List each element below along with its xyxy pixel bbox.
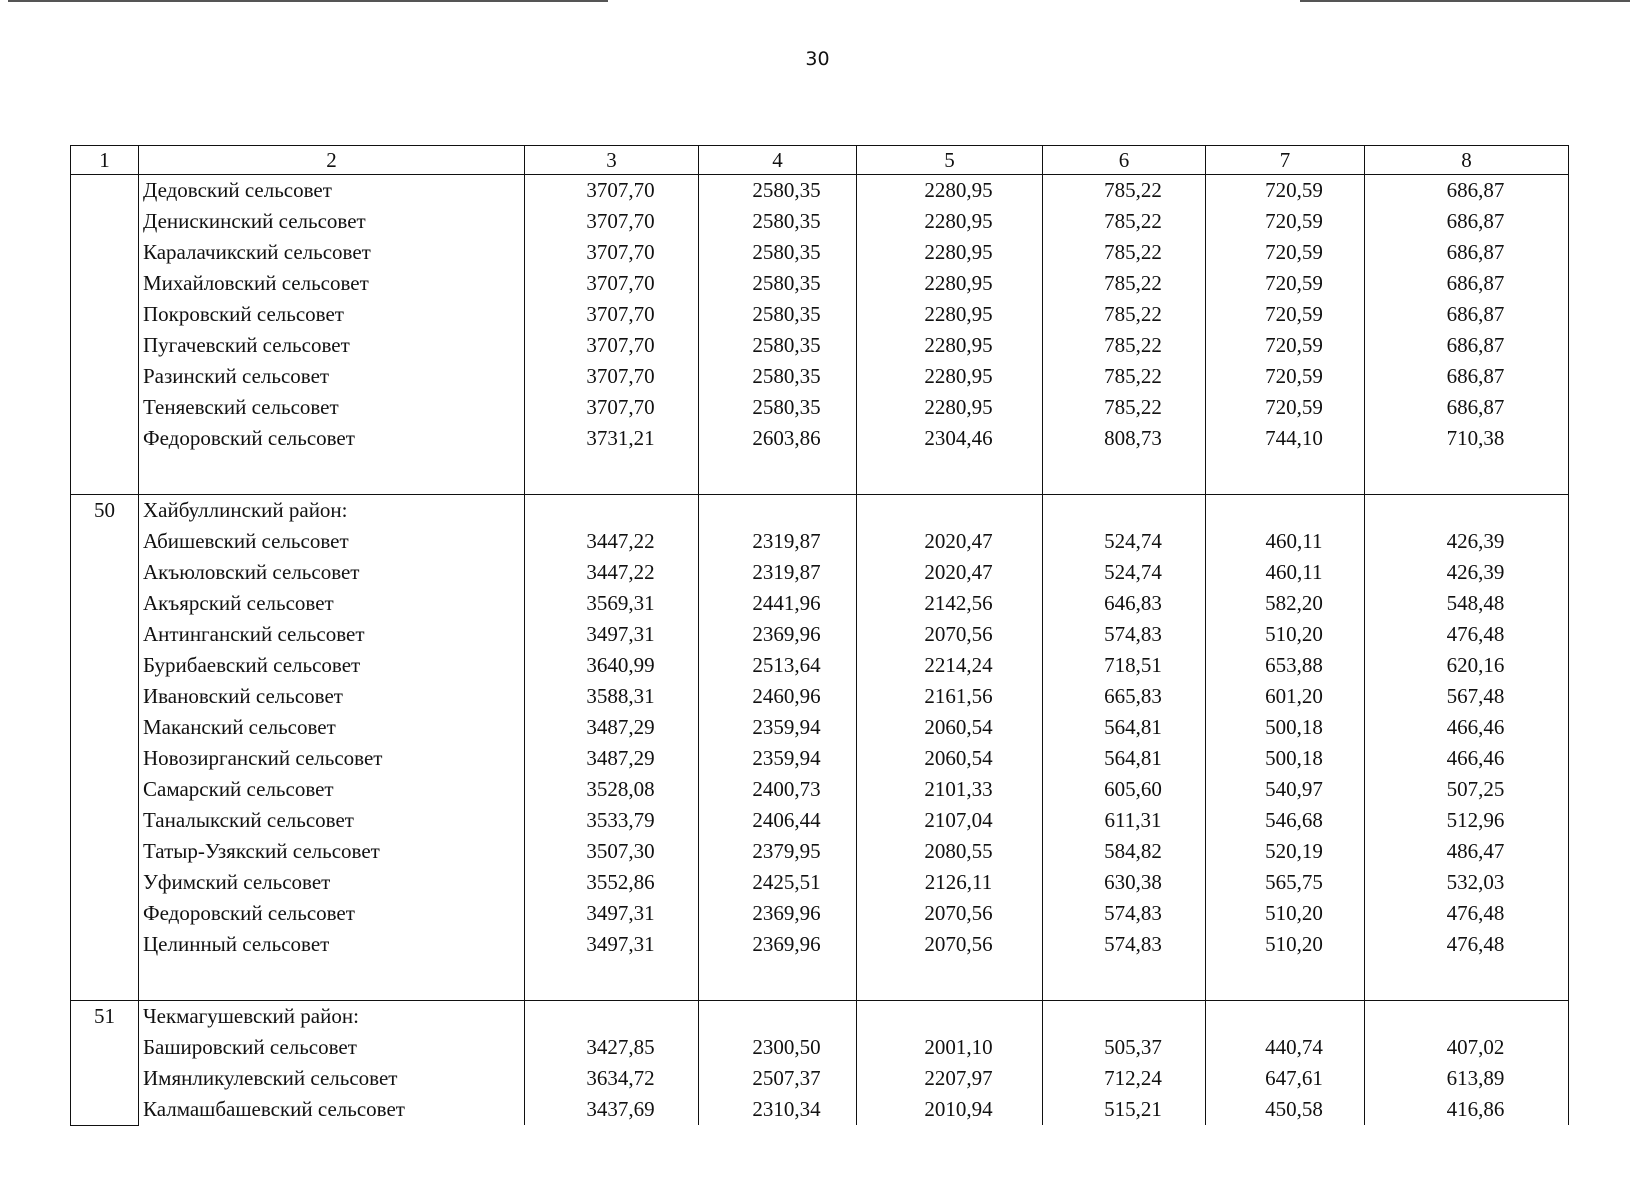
empty-cell (699, 495, 857, 527)
empty-cell (525, 454, 699, 495)
empty-cell (1365, 960, 1569, 1001)
value-cell: 486,47 (1365, 836, 1569, 867)
value-cell: 2207,97 (857, 1063, 1043, 1094)
value-cell: 620,16 (1365, 650, 1569, 681)
value-cell: 574,83 (1043, 929, 1206, 960)
empty-cell (1365, 495, 1569, 527)
empty-cell (1043, 1001, 1206, 1033)
column-header: 1 (71, 146, 139, 175)
value-cell: 720,59 (1206, 299, 1365, 330)
table-row (71, 299, 1569, 330)
value-cell: 686,87 (1365, 299, 1569, 330)
table-row (71, 330, 1569, 361)
table-row (71, 526, 1569, 557)
settlement-name: Покровский сельсовет (139, 299, 525, 330)
value-cell: 2300,50 (699, 1032, 857, 1063)
value-cell: 2310,34 (699, 1094, 857, 1125)
district-name: Хайбуллинский район: (139, 495, 525, 527)
settlement-name: Татыр-Узякский сельсовет (139, 836, 525, 867)
value-cell: 3487,29 (525, 743, 699, 774)
value-cell: 426,39 (1365, 557, 1569, 588)
empty-cell (1043, 960, 1206, 1001)
table-row (71, 206, 1569, 237)
settlement-name: Бурибаевский сельсовет (139, 650, 525, 681)
empty-cell (525, 1001, 699, 1033)
settlement-name: Абишевский сельсовет (139, 526, 525, 557)
settlement-name: Михайловский сельсовет (139, 268, 525, 299)
table-row (71, 237, 1569, 268)
column-header: 3 (525, 146, 699, 175)
value-cell: 407,02 (1365, 1032, 1569, 1063)
value-cell: 785,22 (1043, 361, 1206, 392)
tariff-table (70, 145, 1569, 1126)
column-header: 6 (1043, 146, 1206, 175)
value-cell: 548,48 (1365, 588, 1569, 619)
value-cell: 510,20 (1206, 619, 1365, 650)
table-row (71, 867, 1569, 898)
value-cell: 2580,35 (699, 206, 857, 237)
value-cell: 3528,08 (525, 774, 699, 805)
value-cell: 2060,54 (857, 712, 1043, 743)
empty-cell (1206, 960, 1365, 1001)
value-cell: 2369,96 (699, 898, 857, 929)
value-cell: 440,74 (1206, 1032, 1365, 1063)
value-cell: 785,22 (1043, 299, 1206, 330)
value-cell: 3487,29 (525, 712, 699, 743)
value-cell: 3707,70 (525, 206, 699, 237)
value-cell: 3569,31 (525, 588, 699, 619)
settlement-name: Федоровский сельсовет (139, 423, 525, 454)
value-cell: 2280,95 (857, 299, 1043, 330)
value-cell: 2161,56 (857, 681, 1043, 712)
value-cell: 720,59 (1206, 361, 1365, 392)
value-cell: 808,73 (1043, 423, 1206, 454)
value-cell: 3497,31 (525, 619, 699, 650)
value-cell: 2280,95 (857, 268, 1043, 299)
value-cell: 2214,24 (857, 650, 1043, 681)
value-cell: 3707,70 (525, 237, 699, 268)
value-cell: 3707,70 (525, 299, 699, 330)
settlement-name: Разинский сельсовет (139, 361, 525, 392)
value-cell: 785,22 (1043, 237, 1206, 268)
value-cell: 2507,37 (699, 1063, 857, 1094)
value-cell: 2070,56 (857, 898, 1043, 929)
value-cell: 720,59 (1206, 175, 1365, 207)
value-cell: 646,83 (1043, 588, 1206, 619)
table-row (71, 836, 1569, 867)
settlement-name: Ивановский сельсовет (139, 681, 525, 712)
empty-cell (699, 454, 857, 495)
value-cell: 2580,35 (699, 237, 857, 268)
value-cell: 2379,95 (699, 836, 857, 867)
row-group-number: 51 (71, 1001, 139, 1126)
value-cell: 601,20 (1206, 681, 1365, 712)
empty-cell (1365, 454, 1569, 495)
value-cell: 2001,10 (857, 1032, 1043, 1063)
column-number-header-row (71, 146, 1569, 175)
value-cell: 524,74 (1043, 526, 1206, 557)
column-header: 7 (1206, 146, 1365, 175)
table-body (71, 175, 1569, 1126)
row-group-number: 50 (71, 495, 139, 1001)
value-cell: 3707,70 (525, 330, 699, 361)
settlement-name: Новозирганский сельсовет (139, 743, 525, 774)
value-cell: 2070,56 (857, 929, 1043, 960)
district-title-row (71, 1001, 1569, 1033)
value-cell: 785,22 (1043, 392, 1206, 423)
table-row (71, 774, 1569, 805)
settlement-name: Целинный сельсовет (139, 929, 525, 960)
table-row (71, 712, 1569, 743)
value-cell: 3707,70 (525, 392, 699, 423)
value-cell: 540,97 (1206, 774, 1365, 805)
table-row (71, 588, 1569, 619)
value-cell: 450,58 (1206, 1094, 1365, 1125)
empty-cell (1365, 1001, 1569, 1033)
value-cell: 718,51 (1043, 650, 1206, 681)
value-cell: 720,59 (1206, 268, 1365, 299)
value-cell: 3707,70 (525, 175, 699, 207)
settlement-name: Калмашбашевский сельсовет (139, 1094, 525, 1125)
settlement-name: Акъярский сельсовет (139, 588, 525, 619)
value-cell: 3497,31 (525, 929, 699, 960)
value-cell: 2280,95 (857, 175, 1043, 207)
value-cell: 584,82 (1043, 836, 1206, 867)
top-scan-rule (1300, 0, 1630, 2)
value-cell: 2319,87 (699, 557, 857, 588)
value-cell: 2070,56 (857, 619, 1043, 650)
value-cell: 476,48 (1365, 929, 1569, 960)
value-cell: 2010,94 (857, 1094, 1043, 1125)
value-cell: 647,61 (1206, 1063, 1365, 1094)
value-cell: 720,59 (1206, 206, 1365, 237)
settlement-name: Уфимский сельсовет (139, 867, 525, 898)
value-cell: 605,60 (1043, 774, 1206, 805)
settlement-name: Теняевский сельсовет (139, 392, 525, 423)
value-cell: 565,75 (1206, 867, 1365, 898)
group-spacer-row (71, 960, 1569, 1001)
value-cell: 2441,96 (699, 588, 857, 619)
value-cell: 2425,51 (699, 867, 857, 898)
settlement-name: Каралачикский сельсовет (139, 237, 525, 268)
settlement-name: Денискинский сельсовет (139, 206, 525, 237)
value-cell: 3447,22 (525, 526, 699, 557)
value-cell: 2304,46 (857, 423, 1043, 454)
value-cell: 2580,35 (699, 361, 857, 392)
empty-cell (139, 960, 525, 1001)
value-cell: 611,31 (1043, 805, 1206, 836)
empty-cell (1043, 495, 1206, 527)
settlement-name: Самарский сельсовет (139, 774, 525, 805)
value-cell: 686,87 (1365, 268, 1569, 299)
value-cell: 2280,95 (857, 330, 1043, 361)
value-cell: 2280,95 (857, 206, 1043, 237)
value-cell: 3507,30 (525, 836, 699, 867)
value-cell: 3552,86 (525, 867, 699, 898)
empty-cell (1043, 454, 1206, 495)
settlement-name: Маканский сельсовет (139, 712, 525, 743)
value-cell: 686,87 (1365, 175, 1569, 207)
value-cell: 3640,99 (525, 650, 699, 681)
value-cell: 2060,54 (857, 743, 1043, 774)
value-cell: 665,83 (1043, 681, 1206, 712)
value-cell: 2020,47 (857, 526, 1043, 557)
empty-cell (1206, 495, 1365, 527)
value-cell: 460,11 (1206, 526, 1365, 557)
empty-cell (1206, 1001, 1365, 1033)
district-title-row (71, 495, 1569, 527)
top-scan-rule (8, 0, 608, 2)
empty-cell (1206, 454, 1365, 495)
table-row (71, 898, 1569, 929)
value-cell: 500,18 (1206, 743, 1365, 774)
value-cell: 2580,35 (699, 268, 857, 299)
value-cell: 460,11 (1206, 557, 1365, 588)
table-row (71, 743, 1569, 774)
value-cell: 510,20 (1206, 929, 1365, 960)
value-cell: 3497,31 (525, 898, 699, 929)
value-cell: 2107,04 (857, 805, 1043, 836)
settlement-name: Имянликулевский сельсовет (139, 1063, 525, 1094)
empty-cell (699, 1001, 857, 1033)
column-header: 5 (857, 146, 1043, 175)
table-row (71, 650, 1569, 681)
value-cell: 2280,95 (857, 392, 1043, 423)
value-cell: 720,59 (1206, 237, 1365, 268)
table-row (71, 268, 1569, 299)
value-cell: 582,20 (1206, 588, 1365, 619)
value-cell: 686,87 (1365, 206, 1569, 237)
empty-cell (525, 960, 699, 1001)
table-row (71, 1094, 1569, 1125)
value-cell: 2369,96 (699, 929, 857, 960)
column-header: 2 (139, 146, 525, 175)
column-header: 8 (1365, 146, 1569, 175)
value-cell: 3437,69 (525, 1094, 699, 1125)
value-cell: 466,46 (1365, 743, 1569, 774)
value-cell: 574,83 (1043, 898, 1206, 929)
value-cell: 686,87 (1365, 330, 1569, 361)
empty-cell (525, 495, 699, 527)
row-group-number (71, 175, 139, 495)
value-cell: 785,22 (1043, 268, 1206, 299)
value-cell: 2142,56 (857, 588, 1043, 619)
value-cell: 785,22 (1043, 330, 1206, 361)
value-cell: 505,37 (1043, 1032, 1206, 1063)
value-cell: 3447,22 (525, 557, 699, 588)
settlement-name: Пугачевский сельсовет (139, 330, 525, 361)
settlement-name: Антинганский сельсовет (139, 619, 525, 650)
settlement-name: Федоровский сельсовет (139, 898, 525, 929)
value-cell: 3634,72 (525, 1063, 699, 1094)
value-cell: 426,39 (1365, 526, 1569, 557)
value-cell: 2359,94 (699, 743, 857, 774)
value-cell: 712,24 (1043, 1063, 1206, 1094)
value-cell: 476,48 (1365, 898, 1569, 929)
value-cell: 2101,33 (857, 774, 1043, 805)
value-cell: 2020,47 (857, 557, 1043, 588)
value-cell: 2400,73 (699, 774, 857, 805)
settlement-name: Таналыкский сельсовет (139, 805, 525, 836)
group-spacer-row (71, 454, 1569, 495)
value-cell: 686,87 (1365, 237, 1569, 268)
value-cell: 613,89 (1365, 1063, 1569, 1094)
value-cell: 2319,87 (699, 526, 857, 557)
table-row (71, 681, 1569, 712)
table-row (71, 361, 1569, 392)
value-cell: 710,38 (1365, 423, 1569, 454)
value-cell: 2513,64 (699, 650, 857, 681)
value-cell: 512,96 (1365, 805, 1569, 836)
value-cell: 520,19 (1206, 836, 1365, 867)
value-cell: 2280,95 (857, 361, 1043, 392)
value-cell: 653,88 (1206, 650, 1365, 681)
settlement-name: Башировский сельсовет (139, 1032, 525, 1063)
value-cell: 785,22 (1043, 175, 1206, 207)
settlement-name: Акъюловский сельсовет (139, 557, 525, 588)
settlement-name: Дедовский сельсовет (139, 175, 525, 207)
value-cell: 3533,79 (525, 805, 699, 836)
value-cell: 3731,21 (525, 423, 699, 454)
value-cell: 466,46 (1365, 712, 1569, 743)
value-cell: 567,48 (1365, 681, 1569, 712)
empty-cell (857, 454, 1043, 495)
value-cell: 510,20 (1206, 898, 1365, 929)
value-cell: 546,68 (1206, 805, 1365, 836)
value-cell: 3427,85 (525, 1032, 699, 1063)
value-cell: 720,59 (1206, 392, 1365, 423)
column-header: 4 (699, 146, 857, 175)
empty-cell (857, 495, 1043, 527)
empty-cell (139, 454, 525, 495)
value-cell: 2369,96 (699, 619, 857, 650)
page-number: 30 (805, 48, 830, 70)
value-cell: 630,38 (1043, 867, 1206, 898)
empty-cell (857, 960, 1043, 1001)
value-cell: 2406,44 (699, 805, 857, 836)
value-cell: 3707,70 (525, 268, 699, 299)
value-cell: 2603,86 (699, 423, 857, 454)
table-row (71, 1063, 1569, 1094)
empty-cell (699, 960, 857, 1001)
empty-cell (857, 1001, 1043, 1033)
value-cell: 2359,94 (699, 712, 857, 743)
value-cell: 2580,35 (699, 392, 857, 423)
value-cell: 2080,55 (857, 836, 1043, 867)
value-cell: 564,81 (1043, 743, 1206, 774)
value-cell: 476,48 (1365, 619, 1569, 650)
district-name: Чекмагушевский район: (139, 1001, 525, 1033)
value-cell: 500,18 (1206, 712, 1365, 743)
value-cell: 416,86 (1365, 1094, 1569, 1125)
value-cell: 532,03 (1365, 867, 1569, 898)
value-cell: 2280,95 (857, 237, 1043, 268)
table-row (71, 619, 1569, 650)
value-cell: 2580,35 (699, 299, 857, 330)
table-row (71, 805, 1569, 836)
value-cell: 2580,35 (699, 330, 857, 361)
value-cell: 507,25 (1365, 774, 1569, 805)
value-cell: 2126,11 (857, 867, 1043, 898)
value-cell: 744,10 (1206, 423, 1365, 454)
value-cell: 785,22 (1043, 206, 1206, 237)
value-cell: 524,74 (1043, 557, 1206, 588)
value-cell: 2580,35 (699, 175, 857, 207)
value-cell: 3588,31 (525, 681, 699, 712)
value-cell: 720,59 (1206, 330, 1365, 361)
value-cell: 574,83 (1043, 619, 1206, 650)
table-row (71, 423, 1569, 454)
value-cell: 2460,96 (699, 681, 857, 712)
value-cell: 515,21 (1043, 1094, 1206, 1125)
value-cell: 3707,70 (525, 361, 699, 392)
table-row (71, 175, 1569, 207)
value-cell: 686,87 (1365, 392, 1569, 423)
value-cell: 686,87 (1365, 361, 1569, 392)
table-row (71, 557, 1569, 588)
value-cell: 564,81 (1043, 712, 1206, 743)
table-row (71, 929, 1569, 960)
table-row (71, 1032, 1569, 1063)
table-row (71, 392, 1569, 423)
